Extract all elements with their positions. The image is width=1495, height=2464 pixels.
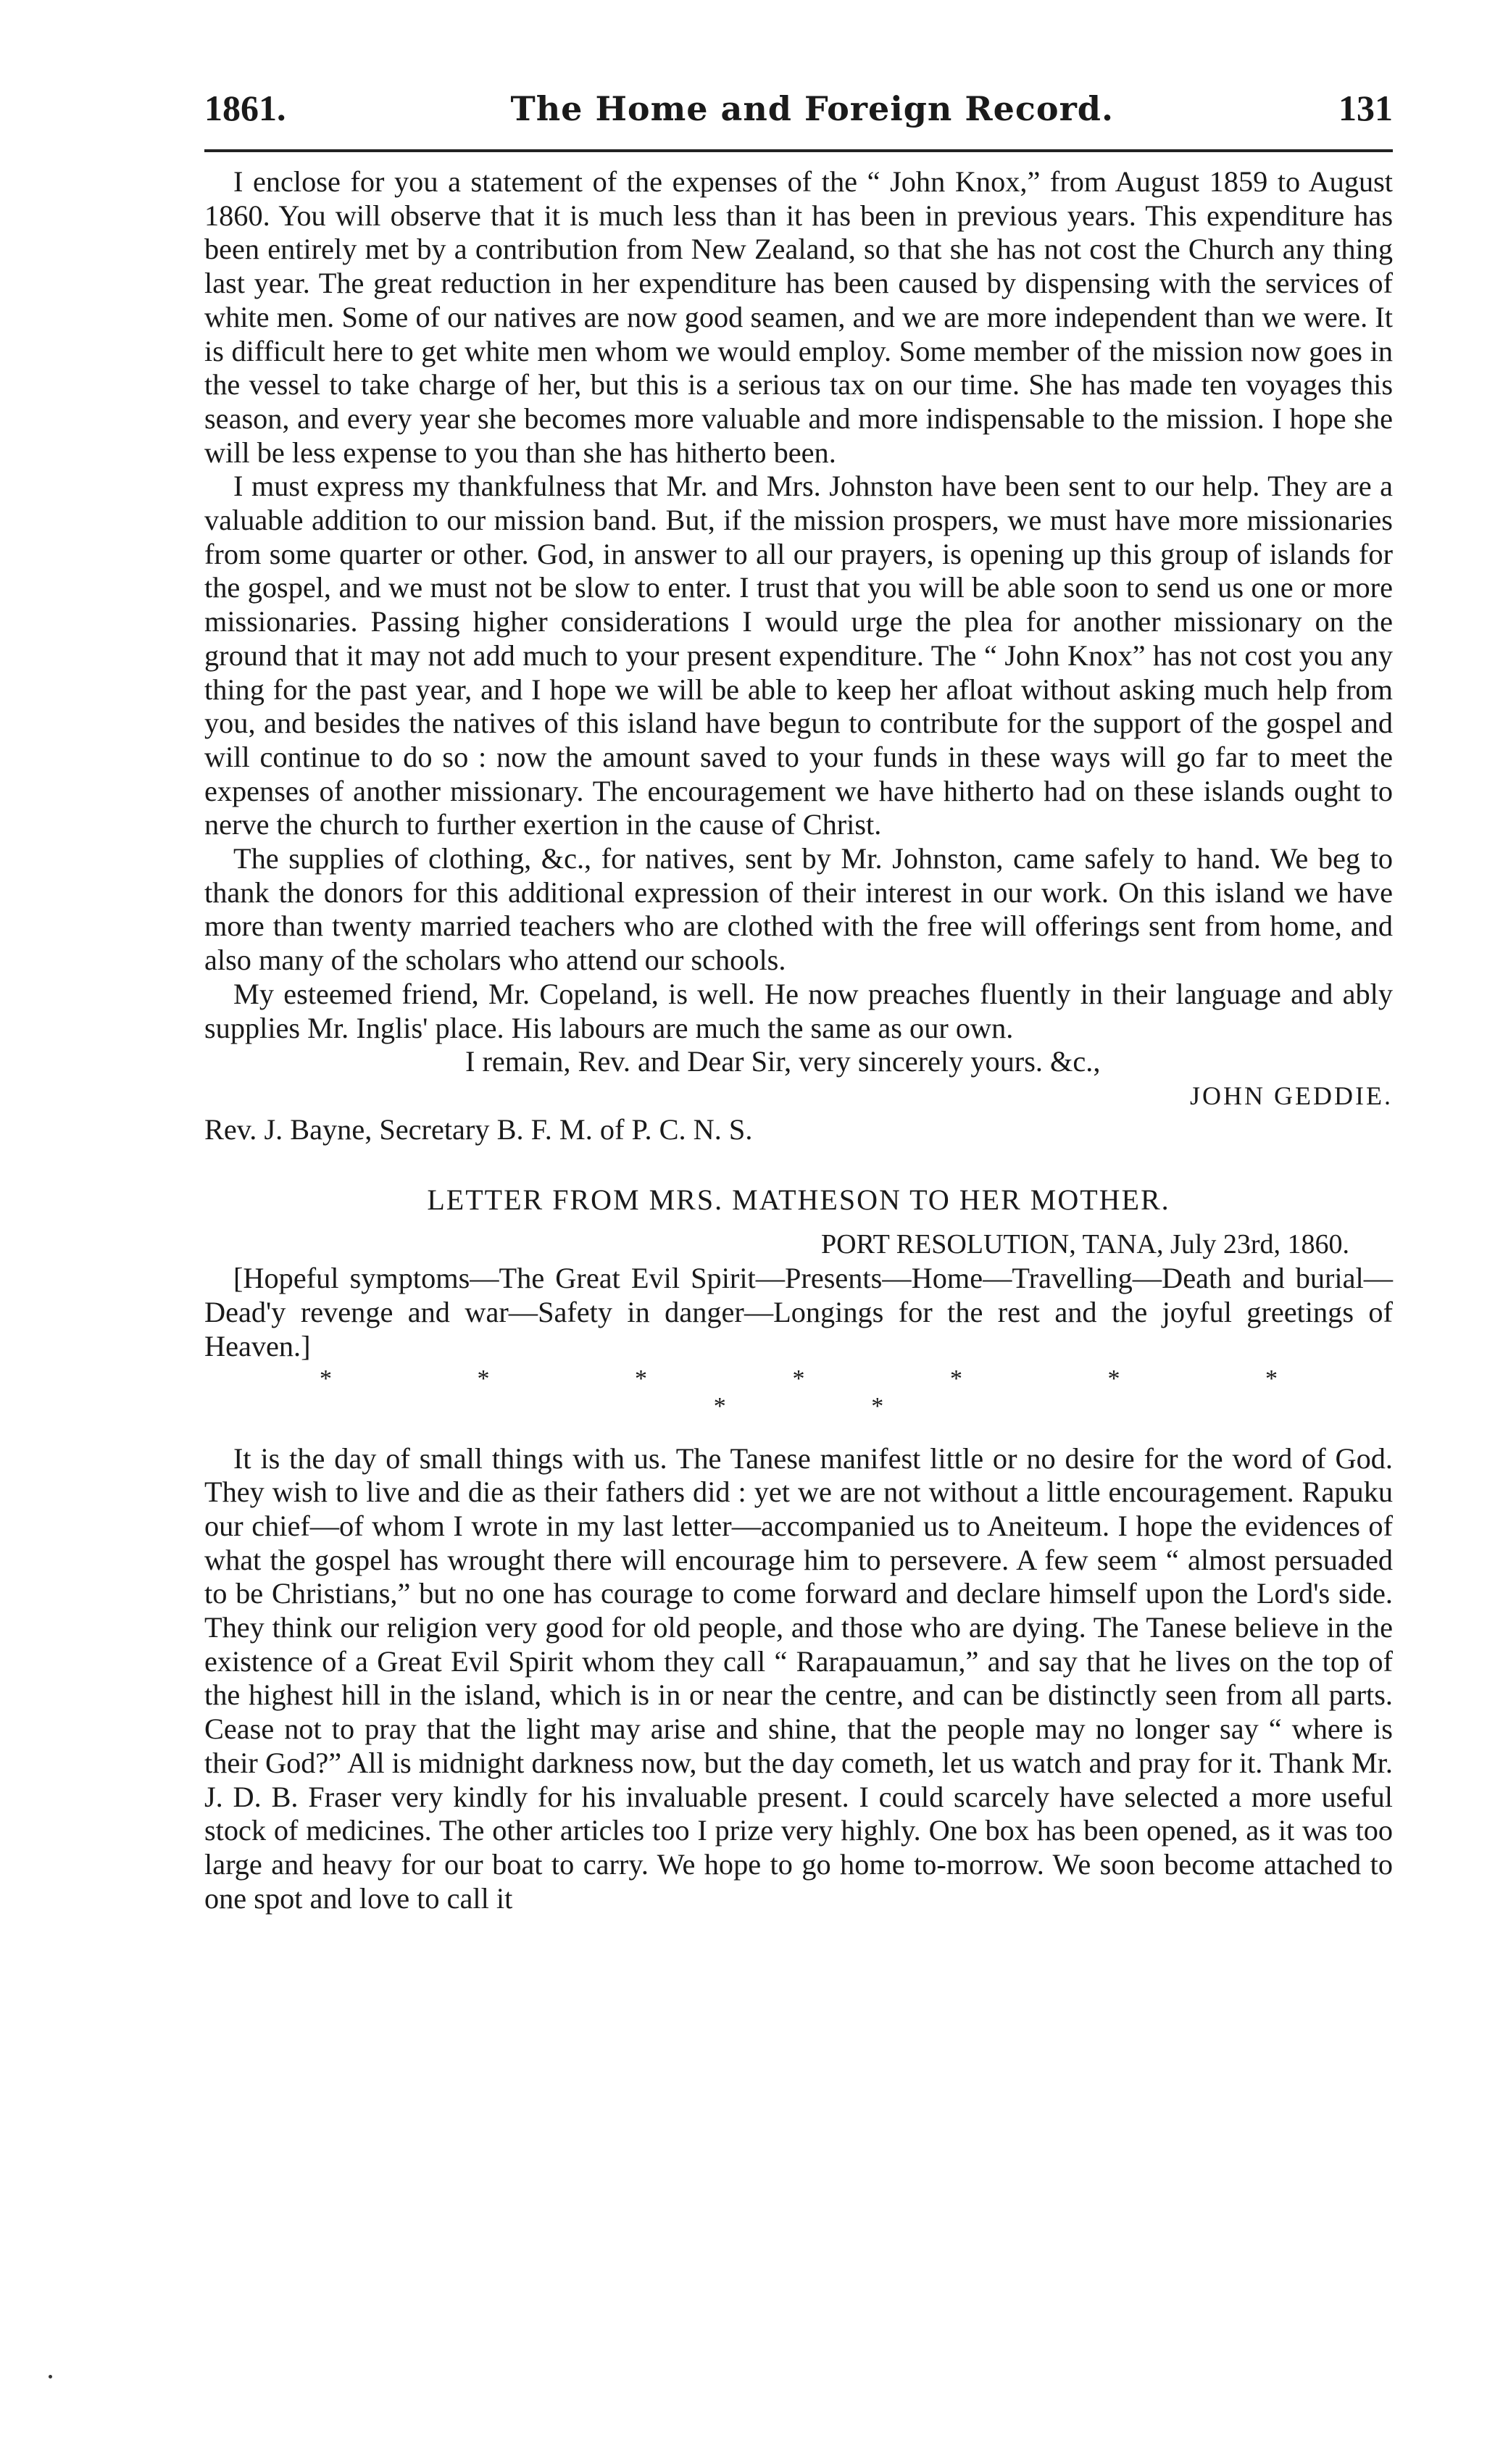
letter-2-summary: [Hopeful symptoms—The Great Evil Spirit—Presents—Home—Travelling—Death and burial—Dead'y revenge and war—Safety in danger—Longings for the rest and the joyful greetings of Heaven.] — [204, 1262, 1393, 1362]
paragraph: My esteemed friend, Mr. Copeland, is well. He now preaches fluently in their language and ably supplies Mr. Inglis' place. His labours are much the same as our own. — [204, 977, 1393, 1044]
letter-2-heading: LETTER FROM MRS. MATHESON TO HER MOTHER. — [427, 1183, 1170, 1217]
addressee: Rev. J. Bayne, Secretary B. F. M. of P. C. N. S. — [204, 1112, 753, 1146]
page — [204, 87, 1393, 1915]
letter-2-place-date: PORT RESOLUTION, TANA, July 23rd, 1860. — [820, 1229, 1349, 1260]
signature: JOHN GEDDIE. — [1190, 1081, 1393, 1110]
paragraph: I enclose for you a statement of the expenses of the “ John Knox,” from August 1859 to August 1860. You will observe that it is much less than it has been in previous years. This expenditure has been entirely met by a contribution from New Zealand, so that she has not cost the Church any thing last year. The great reduction in her expenditure has been caused by dispensing with the services of white men. Some of our natives are now good seamen, and we are more independent than we were. It is difficult here to get white men whom we would employ. Some member of the mission now goes in the vessel to take charge of her, but this is a serious tax on our time. She has made ten voyages this season, and every year she becomes more valuable and more indispensable to the mission. I hope she will be less expense to you than she has hitherto been. — [204, 165, 1393, 469]
header-page-number: 131 — [1338, 88, 1393, 128]
letter-1-body — [204, 165, 1393, 1045]
asterism-separator: * * * * * * * * * — [320, 1365, 1347, 1420]
running-header — [204, 87, 1393, 149]
header-year: 1861. — [204, 88, 286, 128]
header-title: The Home and Foreign Record. — [510, 89, 1114, 128]
letter-2-body — [204, 1442, 1393, 1916]
paragraph: It is the day of small things with us. The Tanese manifest little or no desire for the word of God. They wish to live and die as their fathers did : yet we are not without a little encouragement. Rapuku our chief—of whom I wrote in my last letter—accompanied us to Aneiteum. I hope the evidences of what the gospel has wrought there will encourage him to persevere. A few seem “ almost persuaded to be Christians,” but no one has courage to come forward and declare himself upon the Lord's side. They think our religion very good for old people, and those who are dying. The Tanese believe in the existence of a Great Evil Spirit whom they call “ Rarapauamun,” and say that he lives on the top of the highest hill in the island, which is in or near the centre, and can be distinctly seen from all parts. Cease not to pray that the light may arise and shine, that the people may no longer say “ where is their God?” All is midnight darkness now, but the day cometh, let us watch and pray for it. Thank Mr. J. D. B. Fraser very kindly for his invaluable present. I could scarcely have selected a more useful stock of medicines. The other articles too I prize very highly. One box has been opened, as it was too large and heavy for our boat to carry. We hope to go home to-morrow. We soon become attached to one spot and love to call it — [204, 1441, 1393, 1915]
paragraph: I must express my thankfulness that Mr. and Mrs. Johnston have been sent to our help. They are a valuable addition to our mission band. But, if the mission prospers, we must have more missionaries from some quarter or other. God, in answer to all our prayers, is opening up this group of islands for the gospel, and we must not be slow to enter. I trust that you will be able soon to send us one or more missionaries. Passing higher considerations I would urge the plea for another missionary on the ground that it may not add much to your present expenditure. The “ John Knox” has not cost you any thing for the past year, and I hope we will be able to keep her afloat without asking much help from you, and besides the natives of this island have begun to contribute for the support of the gospel and will continue to do so : now the amount saved to your funds in these ways will go far to meet the expenses of another missionary. The encouragement we have hitherto had on these islands ought to nerve the church to further exertion in the cause of Christ. — [204, 470, 1393, 841]
closing-line: I remain, Rev. and Dear Sir, very sincerely yours. &c., — [465, 1045, 1101, 1078]
header-rule — [204, 149, 1393, 152]
paragraph: The supplies of clothing, &c., for natives, sent by Mr. Johnston, came safely to hand. We beg to thank the donors for this additional expression of their interest in our work. On this island we have more than twenty married teachers who are clothed with the free will offerings sent from home, and also many of the scholars who attend our schools. — [204, 842, 1393, 977]
margin-speck — [49, 2375, 52, 2378]
